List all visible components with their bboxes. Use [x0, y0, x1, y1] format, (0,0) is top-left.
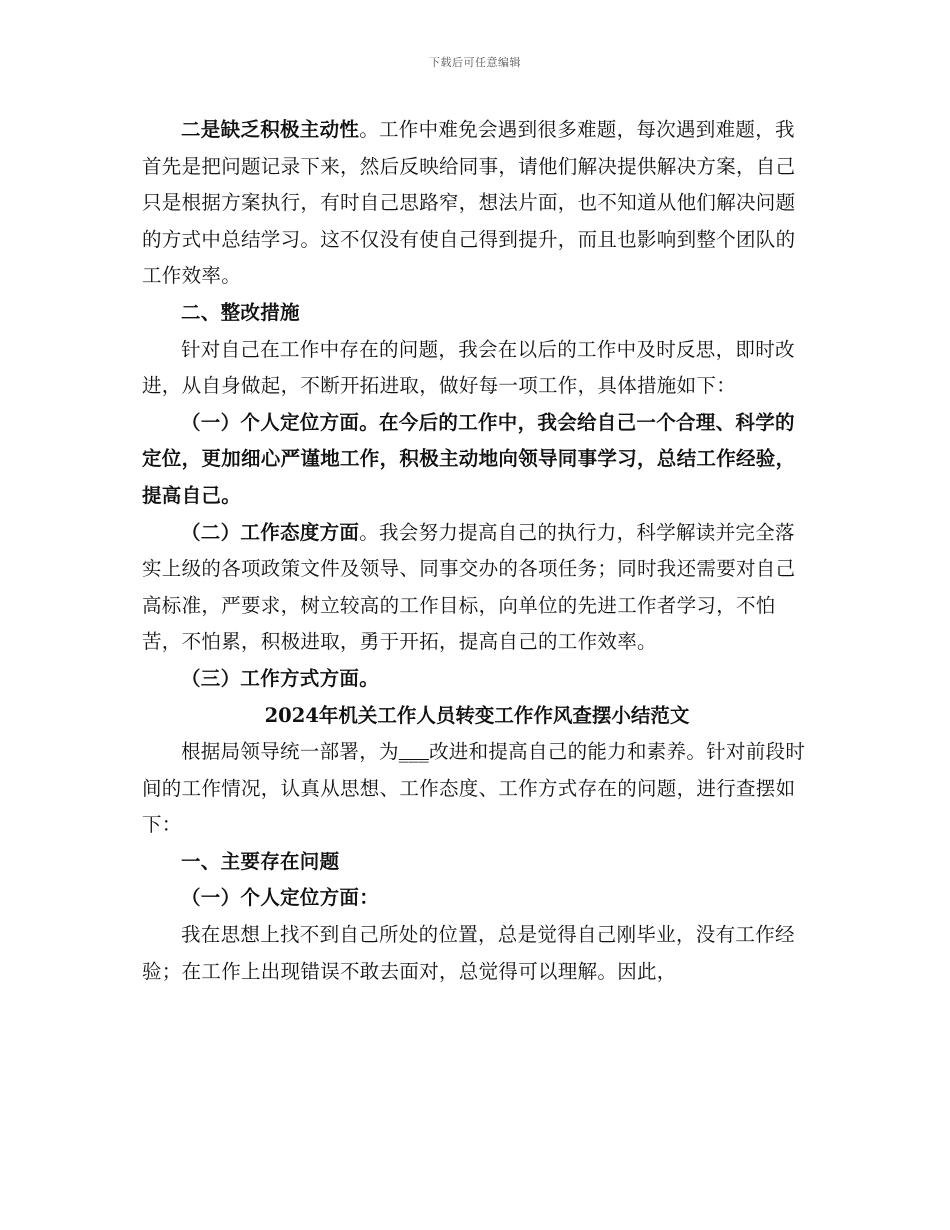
rectification-heading: 二、整改措施	[181, 300, 300, 324]
intro-text-before: 根据局领导统一部署，为	[181, 740, 399, 764]
paragraph-work-attitude	[142, 515, 812, 661]
problems-heading: 一、主要存在问题	[181, 849, 340, 873]
document-body	[142, 112, 812, 990]
paragraph-personal-position: 我在思想上找不到自己所处的位置，总是觉得自己刚毕业，没有工作经验；在工作上出现错误不敢去面对，总觉得可以理解。因此，	[142, 923, 795, 983]
paragraph-measures-intro: 针对自己在工作中存在的问题，我会在以后的工作中及时反思，即时改进，从自身做起，不断开拓进取，做好每一项工作，具体措施如下：	[142, 337, 795, 398]
intro-text-after: 改进和提高自己的能力和素养。针对前段时间的工作情况，认真从思想、工作态度、工作方式存在的问题，进行查摆如下：	[142, 740, 806, 837]
page-header: 下载后可任意编辑	[429, 56, 521, 69]
paragraph-lack-initiative	[142, 112, 812, 295]
work-attitude-text: 。我会努力提高自己的执行力，科学解读并完全落实上级的各项政策文件及领导、同事交办的各项任务；同时我还需要对自己高标准，严要求，树立较高的工作目标，向单位的先进工作者学习，不怕苦，不怕累，积极进取，勇于开拓，提高自己的工作效率。	[142, 520, 796, 654]
document-title: 2024年机关工作人员转变工作作风查摆小结范文	[264, 703, 690, 727]
lack-initiative-text: 。工作中难免会遇到很多难题，每次遇到难题，我首先是把问题记录下来，然后反映给同事，请他们解决提供解决方案，自己只是根据方案执行，有时自己思路窄，想法片面，也不知道从他们解决问题的方式中总结学习。这不仅没有使自己得到提升，而且也影响到整个团队的工作效率。	[142, 118, 796, 288]
lack-initiative-heading: 二是缺乏积极主动性	[181, 118, 360, 141]
work-attitude-heading: （二）工作态度方面	[181, 520, 360, 544]
paragraph-work-method: （三）工作方式方面。	[181, 666, 380, 690]
paragraph-personal-positioning: （一）个人定位方面。在今后的工作中，我会给自己一个合理、科学的定位，更加细心严谨地工作，积极主动地向领导同事学习，总结工作经验，提高自己。	[142, 410, 796, 507]
paragraph-intro	[142, 734, 812, 844]
intro-blank: ___	[398, 740, 429, 764]
personal-position-heading: （一）个人定位方面：	[181, 886, 380, 910]
